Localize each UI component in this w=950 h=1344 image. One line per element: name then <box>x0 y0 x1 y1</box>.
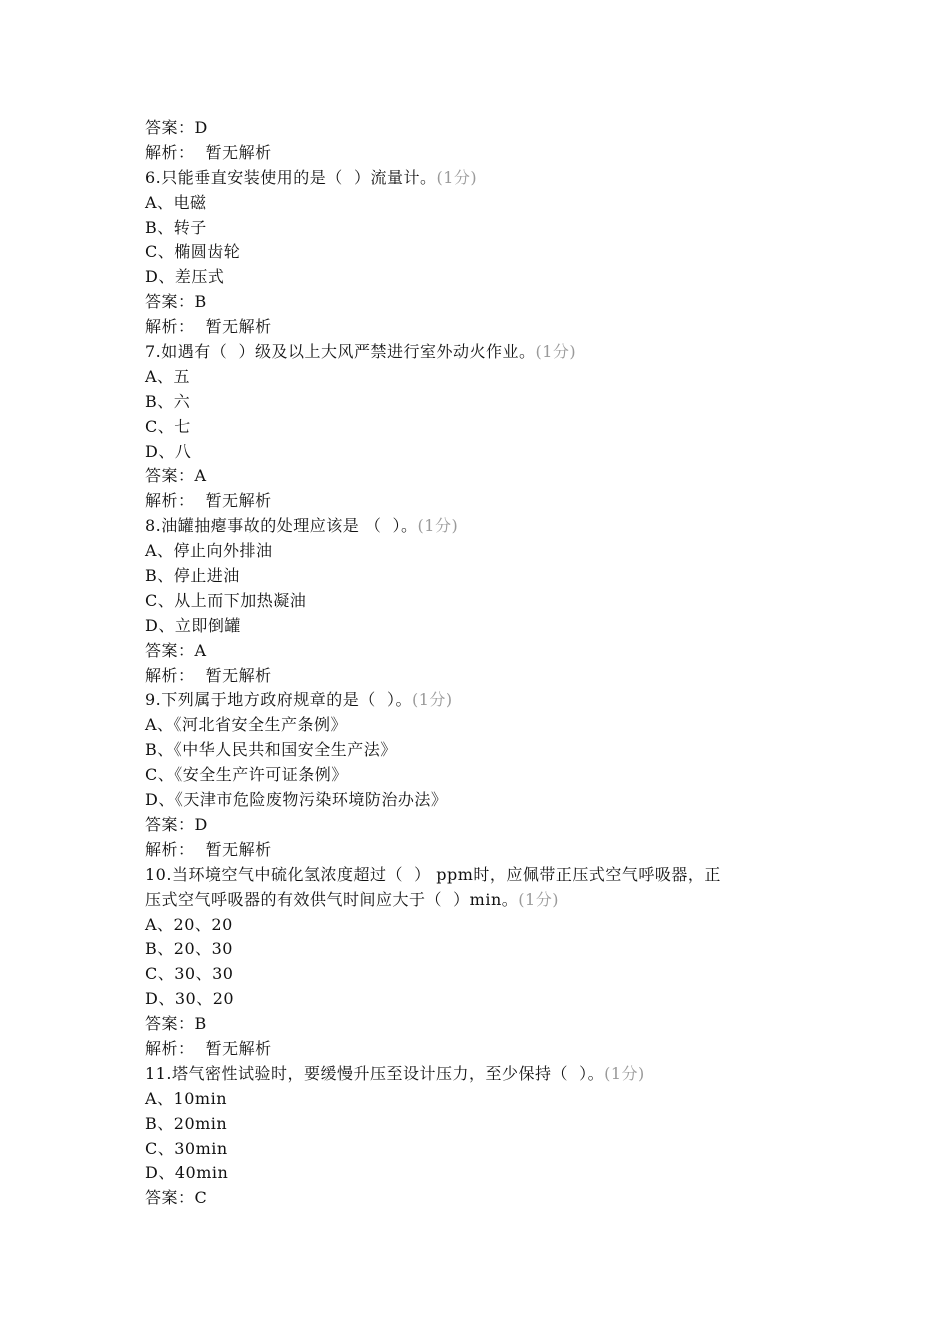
question-text: 压式空气呼吸器的有效供气时间应大于（ ）min。 <box>145 889 519 909</box>
answer-line: 答案：C <box>145 1188 208 1208</box>
question-text: 9.下列属于地方政府规章的是（ ）。 <box>145 690 412 710</box>
question-score: (1分) <box>604 1063 645 1083</box>
question-text: 7.如遇有（ ）级及以上大风严禁进行室外动火作业。 <box>145 342 536 362</box>
option-line: D、《天津市危险废物污染环境防治办法》 <box>145 790 448 810</box>
analysis-line: 解析： 暂无解析 <box>145 1038 272 1058</box>
question-text: 11.塔气密性试验时，要缓慢升压至设计压力，至少保持（ ）。 <box>145 1063 605 1083</box>
option-line: B、六 <box>145 391 191 411</box>
option-line: C、《安全生产许可证条例》 <box>145 765 348 785</box>
document-page <box>145 116 825 1211</box>
question-score: (1分) <box>436 167 478 187</box>
option-line: D、40min <box>145 1163 229 1183</box>
option-line: C、七 <box>145 416 191 436</box>
option-line: C、椭圆齿轮 <box>145 242 241 262</box>
analysis-line: 解析： 暂无解析 <box>145 665 272 685</box>
answer-line: 答案：D <box>145 118 208 137</box>
option-line: B、《中华人民共和国安全生产法》 <box>145 740 397 760</box>
answer-line: 答案：A <box>145 640 207 660</box>
question-score: (1分) <box>411 690 453 710</box>
question-score: (1分) <box>535 342 577 362</box>
option-line: D、八 <box>145 441 192 461</box>
analysis-line: 解析： 暂无解析 <box>145 839 272 859</box>
option-line: A、《河北省安全生产条例》 <box>145 715 348 735</box>
question-stem <box>145 340 825 365</box>
option-line: D、立即倒罐 <box>145 615 241 635</box>
question-score: (1分) <box>417 516 459 536</box>
question-score: (1分) <box>518 889 559 909</box>
option-line: C、30、30 <box>145 964 234 984</box>
question-stem <box>145 166 825 191</box>
analysis-line: 解析： 暂无解析 <box>145 142 272 162</box>
answer-line: 答案：B <box>145 292 207 312</box>
question-stem <box>145 688 825 713</box>
analysis-line: 解析： 暂无解析 <box>145 317 272 337</box>
question-stem-continued <box>145 888 825 913</box>
answer-line: 答案：D <box>145 814 208 834</box>
option-line: B、转子 <box>145 217 207 237</box>
option-line: A、电磁 <box>145 192 207 212</box>
option-line: D、差压式 <box>145 267 225 287</box>
option-line: B、20、30 <box>145 939 233 959</box>
option-line: C、从上而下加热凝油 <box>145 590 307 610</box>
question-stem: 10.当环境空气中硫化氢浓度超过（ ） ppm时，应佩带正压式空气呼吸器，正 <box>145 864 721 884</box>
option-line: C、30min <box>145 1138 228 1158</box>
question-text: 8.油罐抽瘪事故的处理应该是 （ ）。 <box>145 516 418 536</box>
option-line: B、20min <box>145 1113 228 1133</box>
question-text: 6.只能垂直安装使用的是（ ）流量计。 <box>145 167 437 187</box>
answer-line: 答案：A <box>145 466 207 486</box>
option-line: A、停止向外排油 <box>145 541 273 561</box>
analysis-line: 解析： 暂无解析 <box>145 491 272 511</box>
answer-line: 答案：B <box>145 1014 207 1034</box>
option-line: A、五 <box>145 366 191 386</box>
question-stem <box>145 1062 825 1087</box>
question-stem <box>145 514 825 539</box>
option-line: A、20、20 <box>145 914 233 934</box>
option-line: D、30、20 <box>145 989 235 1009</box>
option-line: B、停止进油 <box>145 566 240 586</box>
option-line: A、10min <box>145 1088 228 1108</box>
